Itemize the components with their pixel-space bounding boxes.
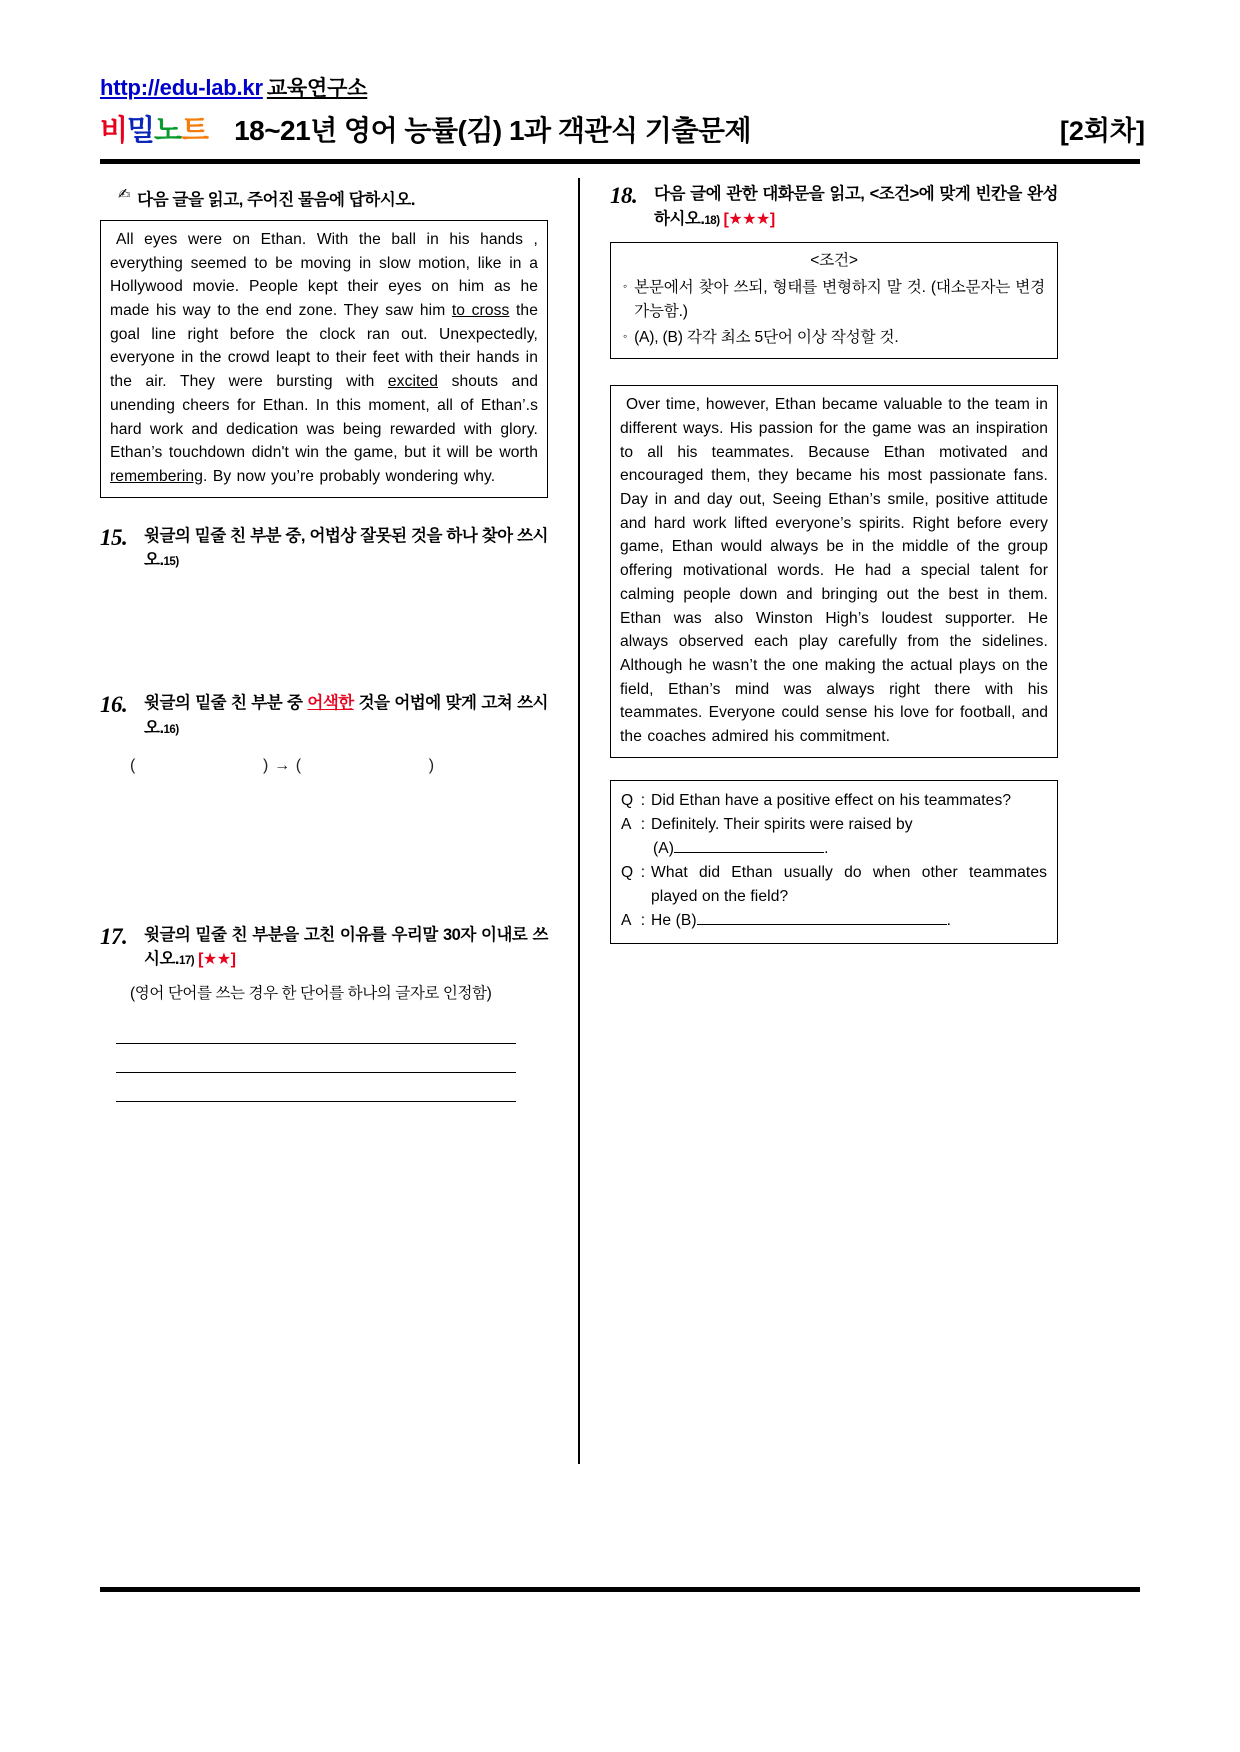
dialogue-colon: :	[640, 791, 646, 809]
question-17-number: 17.	[100, 923, 128, 949]
dialogue-text: Did Ethan have a positive effect on his teammates?	[651, 791, 1012, 809]
answer-line[interactable]	[116, 1080, 516, 1102]
question-18-sup: 18)	[704, 214, 720, 227]
title-line	[100, 108, 1145, 149]
dialogue-blank-a[interactable]	[653, 837, 1047, 861]
passage-part-3: shouts and unending cheers for Ethan. In this moment, all of Ethan’.s hard work and dedication was being rewarded with glory. Ethan’s touchdown didn't win the game, but it will be worth	[110, 373, 538, 462]
blank-tail-b: .	[946, 912, 952, 930]
condition-box-title: <조건>	[810, 251, 858, 269]
question-17-label: 윗글의 밑줄 친 부분을 고친 이유를 우리말 30자 이내로 쓰시오.	[144, 925, 548, 969]
question-18-difficulty-stars: [★★★]	[723, 210, 775, 228]
dialogue-row-a1	[621, 813, 1047, 837]
footer-divider	[100, 1587, 1140, 1592]
question-17	[100, 923, 548, 973]
question-16-answer-blanks[interactable]	[130, 757, 548, 775]
dialogue-label: A	[621, 815, 632, 833]
condition-box	[610, 242, 1058, 360]
page-header	[0, 0, 1240, 149]
blank-label-b: (B)	[675, 912, 697, 930]
condition-item	[623, 326, 1045, 349]
two-column-body	[100, 164, 1140, 1464]
left-column	[100, 178, 570, 1464]
passage-part-4: . By now you’re probably wondering why.	[202, 467, 496, 485]
right-passage-box: Over time, however, Ethan became valuable to the team in different ways. His passion for the game was an inspiration to all his teammates. Because Ethan motivated and encouraged them, they became his most passionate fans. Day in and day out, Seeing Ethan’s smile, positive attitude and hard work lifted everyone’s spirits. Right before every game, Ethan would always be in the middle of the group offering motivational words. He had a special talent for calming people down and bringing out the best in them. Ethan was also Winston High’s loudest supporter. He always observed each play carefully from the sidelines. Although he wasn’t the one making the actual plays on the field, Ethan’s mind was always right there with his teammates. Everyone could sense his love for football, and the coaches admired his commitment.	[610, 385, 1058, 757]
dialogue-colon: :	[640, 864, 646, 882]
brand-logo	[100, 108, 208, 149]
blank-field-a[interactable]	[674, 852, 824, 853]
bullet-icon: ◦	[623, 328, 628, 343]
blank-tail-a: .	[824, 839, 829, 857]
dialogue-row-q1	[621, 789, 1047, 813]
reading-directive	[118, 186, 548, 210]
underlined-remembering: remembering	[110, 467, 203, 485]
left-passage-box	[100, 220, 548, 498]
right-column	[588, 178, 1058, 1464]
brand-char-2: 밀	[127, 115, 155, 147]
dialogue-label: Q	[621, 864, 634, 882]
question-17-answer-lines[interactable]	[116, 1022, 548, 1102]
dialogue-text-he: He	[651, 912, 672, 930]
question-16	[100, 691, 548, 741]
question-16-label-after: 것을 어법에 맞게 고쳐 쓰시오.	[144, 694, 548, 737]
condition-item	[623, 276, 1045, 323]
reading-directive-label: 다음 글을 읽고, 주어진 물음에 답하시오.	[137, 191, 416, 209]
question-16-highlight: 어색한	[307, 694, 354, 713]
condition-item-text: (A), (B) 각각 최소 5단어 이상 작성할 것.	[634, 328, 899, 346]
page-title: 18~21년 영어 능률(김) 1과 객관식 기출문제	[234, 115, 751, 146]
pencil-icon: ✍	[118, 186, 131, 203]
question-15-answer-space[interactable]	[100, 573, 548, 691]
blank-open-1: (	[130, 756, 136, 774]
passage-part-2: the goal line right before the clock ran out. Unexpectedly, everyone in the crowd leapt to their feet with their hands in the air. They were bursting with	[110, 302, 538, 391]
underlined-excited: excited	[387, 373, 439, 391]
brand-char-4: 트	[181, 115, 209, 147]
question-16-answer-space[interactable]	[100, 775, 548, 923]
question-18	[610, 182, 1058, 232]
blank-label-a: (A)	[653, 839, 675, 857]
site-org-name: 교육연구소	[266, 77, 368, 100]
question-17-note: (영어 단어를 쓰는 경우 한 단어를 하나의 글자로 인정함)	[130, 985, 492, 1003]
passage-part-1: All eyes were on Ethan. With the ball in his hands , everything seemed to be moving in slow motion, like in a Hollywood movie. People kept their eyes on him as he made his way to the end zone. They saw him	[110, 231, 538, 320]
dialogue-box	[610, 780, 1058, 944]
question-17-text	[144, 923, 548, 973]
dialogue-label: Q	[621, 791, 634, 809]
answer-line[interactable]	[116, 1022, 516, 1044]
dialogue-row-q2	[621, 861, 1047, 909]
dialogue-text-b	[651, 909, 1047, 933]
question-17-difficulty-stars: [★★]	[198, 951, 236, 969]
answer-line[interactable]	[116, 1051, 516, 1073]
question-18-text	[654, 182, 1058, 232]
question-15	[100, 524, 548, 574]
dialogue-row-a2[interactable]	[621, 909, 1047, 933]
dialogue-label: A	[621, 912, 632, 930]
question-16-sup: 16)	[163, 723, 179, 736]
question-18-number: 18.	[610, 183, 638, 208]
dialogue-colon: :	[640, 815, 646, 833]
site-url[interactable]: http://edu-lab.kr	[100, 75, 263, 100]
blank-field-b[interactable]	[697, 924, 947, 925]
question-15-sup: 15)	[163, 556, 179, 569]
brand-char-1: 비	[100, 115, 128, 147]
bullet-icon: ◦	[623, 279, 628, 294]
question-15-text	[144, 524, 548, 574]
question-17-sup: 17)	[178, 955, 195, 968]
blank-close-2: )	[428, 756, 434, 774]
dialogue-text: What did Ethan usually do when other teammates played on the field?	[651, 864, 1047, 906]
question-16-label-before: 윗글의 밑줄 친 부분 중	[144, 694, 308, 713]
question-16-text	[144, 691, 548, 741]
arrow-icon: →	[274, 756, 290, 774]
question-15-number: 15.	[100, 524, 128, 550]
condition-item-text: 본문에서 찾아 쓰되, 형태를 변형하지 말 것. (대소문자는 변경 가능함.)	[634, 279, 1045, 320]
question-15-label: 윗글의 밑줄 친 부분 중, 어법상 잘못된 것을 하나 찾아 쓰시오.	[144, 526, 548, 570]
dialogue-colon: :	[640, 912, 646, 930]
question-18-label: 다음 글에 관한 대화문을 읽고, <조건>에 맞게 빈칸을 완성하시오.	[654, 185, 1058, 228]
column-divider	[578, 178, 580, 1464]
round-badge: [2회차]	[1059, 116, 1145, 146]
blank-open-2: (	[295, 756, 301, 774]
question-16-number: 16.	[100, 692, 128, 718]
site-line	[100, 72, 1145, 102]
dialogue-text: Definitely. Their spirits were raised by	[651, 815, 913, 833]
brand-char-3: 노	[154, 115, 182, 147]
blank-close-1: )	[263, 756, 269, 774]
underlined-to-cross: to cross	[451, 302, 510, 320]
